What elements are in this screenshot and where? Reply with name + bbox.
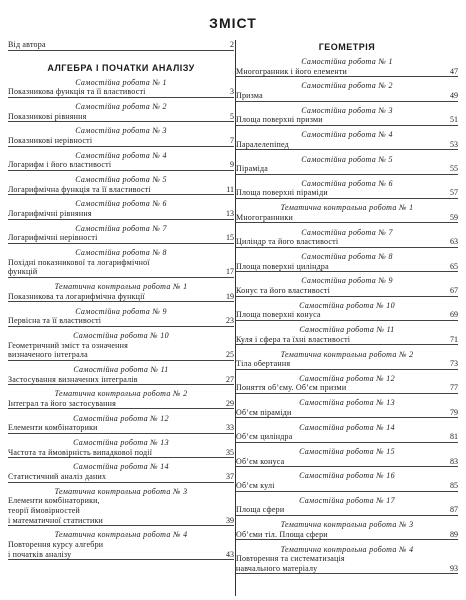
geometry-heading: ГЕОМЕТРІЯ bbox=[318, 42, 376, 52]
toc-entry[interactable] bbox=[236, 106, 458, 126]
topic-title: Куля і сфера та їхні властивості bbox=[236, 334, 351, 344]
topic-title: Логарифмічні нерівності bbox=[8, 233, 98, 243]
toc-entry[interactable] bbox=[8, 282, 234, 302]
toc-entry[interactable] bbox=[236, 350, 458, 370]
work-label: Самостійна робота № 14 bbox=[73, 462, 169, 472]
work-label: Самостійна робота № 1 bbox=[75, 77, 167, 87]
page-number: 17 bbox=[226, 267, 234, 277]
topic-title: Об’єм піраміди bbox=[236, 407, 292, 417]
topic-title: Піраміда bbox=[236, 164, 269, 174]
work-label: Самостійна робота № 6 bbox=[301, 178, 393, 188]
toc-entry[interactable] bbox=[8, 438, 234, 458]
algebra-column bbox=[8, 40, 234, 564]
work-label: Самостійна робота № 10 bbox=[73, 330, 169, 340]
page-number: 67 bbox=[450, 285, 458, 295]
work-label: Тематична контрольна робота № 4 bbox=[280, 544, 414, 554]
topic-title: і математичної статистики bbox=[8, 515, 104, 525]
page-number: 23 bbox=[226, 316, 234, 326]
topic-title: Об’єм кулі bbox=[236, 480, 275, 490]
topic-title: і початків аналізу bbox=[8, 549, 72, 559]
toc-entry[interactable] bbox=[236, 252, 458, 272]
topic-title: Логарифм і його властивості bbox=[8, 160, 112, 170]
topic-title: Циліндр та його властивості bbox=[236, 237, 339, 247]
toc-entry[interactable] bbox=[236, 155, 458, 175]
topic-title: Площа поверхні циліндра bbox=[236, 261, 329, 271]
work-label: Самостійна робота № 12 bbox=[299, 373, 395, 383]
page-number: 89 bbox=[450, 529, 458, 539]
topic-title: Поняття об’єму. Об’єм призми bbox=[236, 383, 347, 393]
work-label: Тематична контрольна робота № 2 bbox=[54, 389, 188, 399]
page-number: 83 bbox=[450, 456, 458, 466]
page-number: 93 bbox=[450, 563, 458, 573]
work-label: Самостійна робота № 11 bbox=[73, 364, 169, 374]
toc-entry[interactable] bbox=[236, 179, 458, 199]
toc-entry[interactable] bbox=[8, 365, 234, 385]
topic-title: Площа поверхні призми bbox=[236, 115, 323, 125]
topic-title: Похідні показникової та логарифмічної bbox=[8, 257, 150, 267]
toc-entry[interactable] bbox=[8, 78, 234, 98]
toc-entry[interactable] bbox=[8, 151, 234, 171]
work-label: Самостійна робота № 2 bbox=[301, 81, 393, 91]
page-number: 39 bbox=[226, 515, 234, 525]
topic-title: Призма bbox=[236, 90, 263, 100]
topic-title: Показникові рівняння bbox=[8, 111, 87, 121]
work-label: Самостійна робота № 5 bbox=[301, 154, 393, 164]
work-label: Самостійна робота № 17 bbox=[299, 495, 395, 505]
toc-entry[interactable] bbox=[236, 301, 458, 321]
toc-entry[interactable] bbox=[236, 228, 458, 248]
topic-title: Паралелепіпед bbox=[236, 139, 289, 149]
topic-title: Логарифмічна функція та її властивості bbox=[8, 184, 151, 194]
geometry-list bbox=[236, 57, 458, 578]
topic-title: Площа поверхні піраміди bbox=[236, 188, 328, 198]
topic-title: Площа поверхні конуса bbox=[236, 310, 321, 320]
toc-entry[interactable] bbox=[236, 81, 458, 101]
topic-title: Многогранники bbox=[236, 212, 293, 222]
toc-entry[interactable] bbox=[8, 102, 234, 122]
page-number: 87 bbox=[450, 505, 458, 515]
toc-entry[interactable] bbox=[236, 325, 458, 345]
toc-entry[interactable] bbox=[236, 496, 458, 516]
page-number: 55 bbox=[450, 164, 458, 174]
work-label: Самостійна робота № 11 bbox=[299, 325, 395, 335]
topic-title: Об’єм циліндра bbox=[236, 432, 293, 442]
topic-title: Конус та його властивості bbox=[236, 285, 331, 295]
work-label: Самостійна робота № 13 bbox=[299, 398, 395, 408]
toc-entry[interactable] bbox=[8, 414, 234, 434]
intro-entry[interactable] bbox=[8, 40, 234, 51]
topic-title: Многогранник і його елементи bbox=[236, 66, 347, 76]
toc-entry[interactable] bbox=[236, 374, 458, 394]
page-number: 3 bbox=[230, 87, 234, 97]
toc-entry[interactable] bbox=[236, 520, 458, 540]
topic-title: Статистичний аналіз даних bbox=[8, 472, 107, 481]
toc-entry[interactable] bbox=[8, 487, 234, 526]
page-number: 13 bbox=[226, 209, 234, 219]
page-number: 29 bbox=[226, 398, 234, 408]
work-label: Тематична контрольна робота № 1 bbox=[54, 282, 188, 292]
page-number: 51 bbox=[450, 115, 458, 125]
page-number: 37 bbox=[226, 472, 234, 481]
page-number: 43 bbox=[226, 549, 234, 559]
work-label: Тематична контрольна робота № 3 bbox=[280, 520, 414, 530]
topic-title: Повторення курсу алгебри bbox=[8, 539, 104, 549]
page-number: 71 bbox=[450, 334, 458, 344]
work-label: Самостійна робота № 1 bbox=[301, 57, 393, 66]
page-number: 81 bbox=[450, 432, 458, 442]
work-label: Самостійна робота № 14 bbox=[299, 422, 395, 432]
page-number: 79 bbox=[450, 407, 458, 417]
topic-title: Інтеграл та його застосування bbox=[8, 398, 116, 408]
page-title: ЗМІСТ bbox=[209, 15, 257, 31]
work-label: Самостійна робота № 12 bbox=[73, 413, 169, 423]
work-label: Самостійна робота № 9 bbox=[301, 276, 393, 286]
topic-title: Логарифмічні рівняння bbox=[8, 209, 92, 219]
toc-entry[interactable] bbox=[236, 447, 458, 467]
page-number: 7 bbox=[230, 135, 234, 145]
toc-entry[interactable] bbox=[8, 248, 234, 278]
page-number: 33 bbox=[226, 423, 234, 433]
work-label: Тематична контрольна робота № 2 bbox=[280, 349, 414, 359]
topic-title: навчального матеріалу bbox=[236, 563, 318, 573]
work-label: Самостійна робота № 7 bbox=[75, 223, 167, 233]
work-label: Тематична контрольна робота № 1 bbox=[280, 203, 414, 213]
page-number: 77 bbox=[450, 383, 458, 393]
toc-entry[interactable] bbox=[8, 175, 234, 195]
toc-entry[interactable] bbox=[236, 471, 458, 491]
geometry-column bbox=[236, 40, 458, 578]
algebra-list bbox=[8, 78, 234, 565]
toc-entry[interactable] bbox=[8, 389, 234, 409]
work-label: Самостійна робота № 8 bbox=[301, 252, 393, 261]
work-label: Самостійна робота № 15 bbox=[299, 447, 395, 456]
page-number: 11 bbox=[226, 184, 234, 194]
work-label: Самостійна робота № 2 bbox=[75, 101, 167, 111]
toc-entry[interactable] bbox=[236, 203, 458, 223]
page-number: 63 bbox=[450, 237, 458, 247]
page-number: 69 bbox=[450, 310, 458, 320]
page-number: 59 bbox=[450, 212, 458, 222]
topic-title: Елементи комбінаторики bbox=[8, 423, 98, 433]
intro-page: 2 bbox=[230, 40, 234, 49]
work-label: Самостійна робота № 3 bbox=[301, 105, 393, 115]
topic-title: Первісна та її властивості bbox=[8, 316, 102, 326]
work-label: Самостійна робота № 10 bbox=[299, 300, 395, 310]
toc-entry[interactable] bbox=[8, 126, 234, 146]
toc-entry[interactable] bbox=[236, 398, 458, 418]
toc-entry[interactable] bbox=[236, 545, 458, 575]
topic-title: Застосування визначених інтегралів bbox=[8, 374, 138, 384]
intro-title: Від автора bbox=[8, 40, 46, 49]
toc-entry[interactable] bbox=[236, 423, 458, 443]
page-number: 47 bbox=[450, 66, 458, 76]
toc-entry[interactable] bbox=[8, 224, 234, 244]
topic-title: Об’єми тіл. Площа сфери bbox=[236, 529, 328, 539]
work-label: Самостійна робота № 13 bbox=[73, 438, 169, 448]
topic-title: Геометричний зміст та означення bbox=[8, 340, 128, 350]
work-label: Самостійна робота № 3 bbox=[75, 126, 167, 136]
topic-title: теорії ймовірностей bbox=[8, 505, 80, 515]
page-number: 73 bbox=[450, 359, 458, 369]
topic-title: Повторення та систематизація bbox=[236, 554, 345, 564]
page-number: 5 bbox=[230, 111, 234, 121]
topic-title: функцій bbox=[8, 267, 38, 277]
topic-title: Об’єм конуса bbox=[236, 456, 285, 466]
page-number: 9 bbox=[230, 160, 234, 170]
work-label: Самостійна робота № 4 bbox=[75, 150, 167, 160]
algebra-heading: АЛГЕБРА І ПОЧАТКИ АНАЛІЗУ bbox=[47, 62, 195, 73]
page-number: 15 bbox=[226, 233, 234, 243]
page-number: 35 bbox=[226, 447, 234, 457]
page-number: 19 bbox=[226, 291, 234, 301]
toc-entry[interactable] bbox=[8, 307, 234, 327]
toc-entry[interactable] bbox=[8, 331, 234, 361]
topic-title: Частота та ймовірність випадкової події bbox=[8, 447, 153, 457]
toc-entry[interactable] bbox=[8, 199, 234, 219]
page-number: 85 bbox=[450, 480, 458, 490]
work-label: Самостійна робота № 8 bbox=[75, 248, 167, 258]
work-label: Самостійна робота № 4 bbox=[301, 130, 393, 140]
page-number: 49 bbox=[450, 90, 458, 100]
topic-title: Показникова функція та її властивості bbox=[8, 87, 146, 97]
topic-title: Показникові нерівності bbox=[8, 135, 93, 145]
page-number: 65 bbox=[450, 261, 458, 271]
work-label: Тематична контрольна робота № 4 bbox=[54, 530, 188, 540]
toc-entry[interactable] bbox=[236, 57, 458, 77]
work-label: Самостійна робота № 9 bbox=[75, 306, 167, 316]
work-label: Самостійна робота № 6 bbox=[75, 199, 167, 209]
topic-title: Площа сфери bbox=[236, 505, 285, 515]
page-number: 27 bbox=[226, 374, 234, 384]
work-label: Самостійна робота № 5 bbox=[75, 175, 167, 185]
toc-entry[interactable] bbox=[8, 462, 234, 482]
work-label: Самостійна робота № 7 bbox=[301, 227, 393, 237]
toc-entry[interactable] bbox=[8, 530, 234, 560]
topic-title: Елементи комбінаторики, bbox=[8, 496, 100, 506]
toc-entry[interactable] bbox=[236, 276, 458, 296]
page-number: 53 bbox=[450, 139, 458, 149]
page-number: 25 bbox=[226, 350, 234, 360]
topic-title: Тіла обертання bbox=[236, 359, 291, 369]
toc-entry[interactable] bbox=[236, 130, 458, 150]
work-label: Самостійна робота № 16 bbox=[299, 471, 395, 481]
topic-title: Показникова та логарифмічна функції bbox=[8, 291, 145, 301]
topic-title: визначеного інтеграла bbox=[8, 350, 88, 360]
page-number: 57 bbox=[450, 188, 458, 198]
work-label: Тематична контрольна робота № 3 bbox=[54, 486, 188, 496]
